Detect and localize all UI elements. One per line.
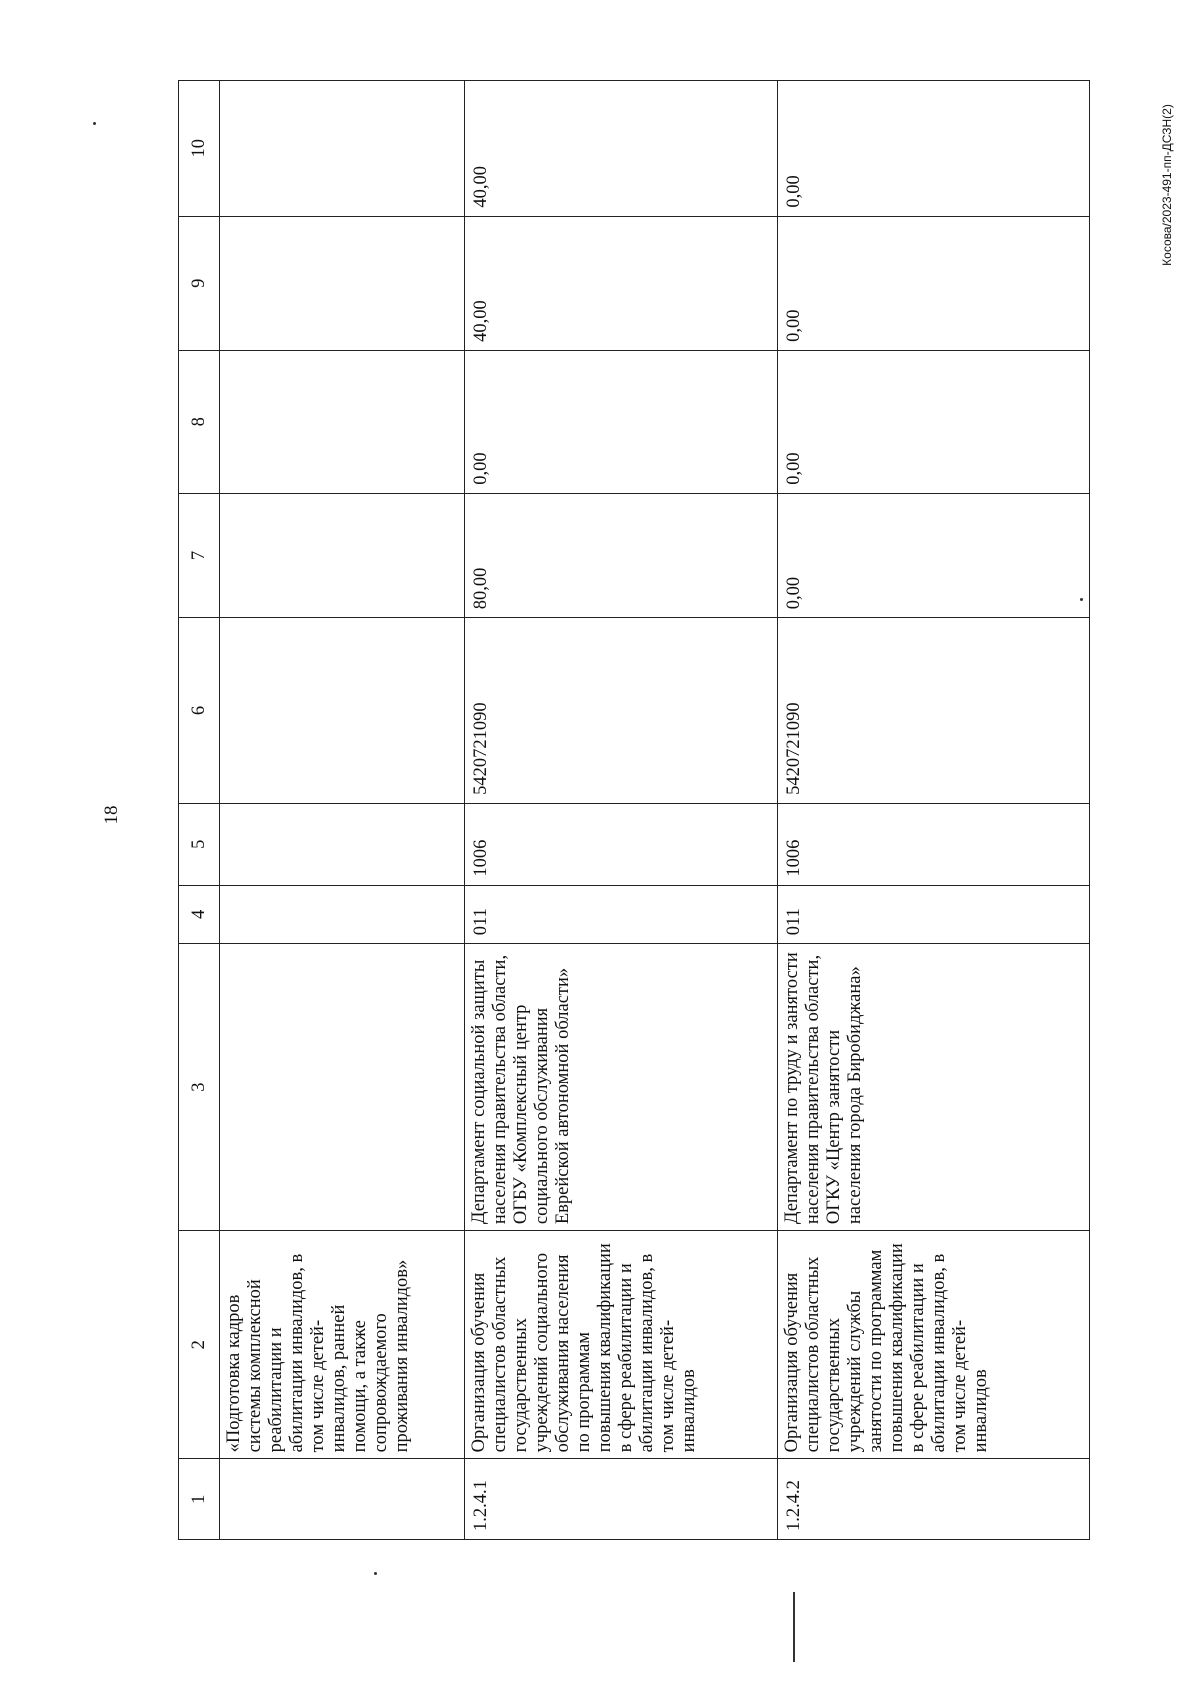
- document-code: Косова/2023-491-пп-ДСЗН(2): [1160, 104, 1174, 266]
- cell-rzpr: [220, 803, 465, 885]
- cell-grbs: [220, 885, 465, 944]
- cell-executor: Департамент по труду и занятости населения правительства области, ОГКУ «Центр занятости населения города Биробиджана»: [777, 944, 1089, 1231]
- header-col-3: 3: [179, 944, 220, 1231]
- header-col-10: 10: [179, 81, 220, 217]
- header-col-4: 4: [179, 885, 220, 944]
- program-table: [178, 80, 1090, 1540]
- scan-mark: [93, 122, 96, 125]
- cell-year-1: 0,00: [465, 350, 777, 493]
- cell-csr: 5420721090: [777, 618, 1089, 804]
- cell-grbs: 011: [777, 885, 1089, 944]
- cell-total: [220, 493, 465, 618]
- cell-year-2: [220, 216, 465, 350]
- page-number: 18: [101, 805, 122, 825]
- cell-year-3: 0,00: [777, 81, 1089, 217]
- scan-mark: [793, 1592, 795, 1662]
- cell-year-1: [220, 350, 465, 493]
- table-wrapper: [178, 80, 1090, 1540]
- cell-activity: Организация обучения специалистов областных государственных учреждений социального обслуживания населения по программам повышения квалификации в сфере реабилитации и абилитации инвалидов, в том числе детей-инвалидов: [465, 1231, 777, 1459]
- cell-executor: [220, 944, 465, 1231]
- cell-rzpr: 1006: [777, 803, 1089, 885]
- cell-csr: [220, 618, 465, 804]
- cell-executor: Департамент социальной защиты населения правительства области, ОГБУ «Комплексный центр социального обслуживания Еврейской автономной области»: [465, 944, 777, 1231]
- header-col-5: 5: [179, 803, 220, 885]
- header-col-9: 9: [179, 216, 220, 350]
- cell-number: 1.2.4.1: [465, 1459, 777, 1540]
- table-row: [777, 81, 1089, 1540]
- cell-year-3: [220, 81, 465, 217]
- cell-year-2: 40,00: [465, 216, 777, 350]
- table-header-row: [179, 81, 220, 1540]
- cell-rzpr: 1006: [465, 803, 777, 885]
- cell-csr: 5420721090: [465, 618, 777, 804]
- cell-grbs: 011: [465, 885, 777, 944]
- rotated-table-container: [178, 80, 1090, 1540]
- cell-total: 0,00: [777, 493, 1089, 618]
- cell-number: [220, 1459, 465, 1540]
- scan-mark: [374, 1572, 377, 1575]
- table-row: [465, 81, 777, 1540]
- header-col-1: 1: [179, 1459, 220, 1540]
- cell-activity: «Подготовка кадров системы комплексной реабилитации и абилитации инвалидов, в том числе детей-инвалидов, ранней помощи, а также сопровождаемого проживания инвалидов»: [220, 1231, 465, 1459]
- cell-total: 80,00: [465, 493, 777, 618]
- cell-number: 1.2.4.2: [777, 1459, 1089, 1540]
- cell-year-2: 0,00: [777, 216, 1089, 350]
- header-col-6: 6: [179, 618, 220, 804]
- cell-year-1: 0,00: [777, 350, 1089, 493]
- header-col-2: 2: [179, 1231, 220, 1459]
- scan-mark: [1080, 598, 1083, 601]
- header-col-7: 7: [179, 493, 220, 618]
- table-row: [220, 81, 465, 1540]
- header-col-8: 8: [179, 350, 220, 493]
- cell-year-3: 40,00: [465, 81, 777, 217]
- cell-activity: Организация обучения специалистов областных государственных учреждений службы занятости по программам повышения квалификации в сфере реабилитации и абилитации инвалидов, в том числе детей-инвалидов: [777, 1231, 1089, 1459]
